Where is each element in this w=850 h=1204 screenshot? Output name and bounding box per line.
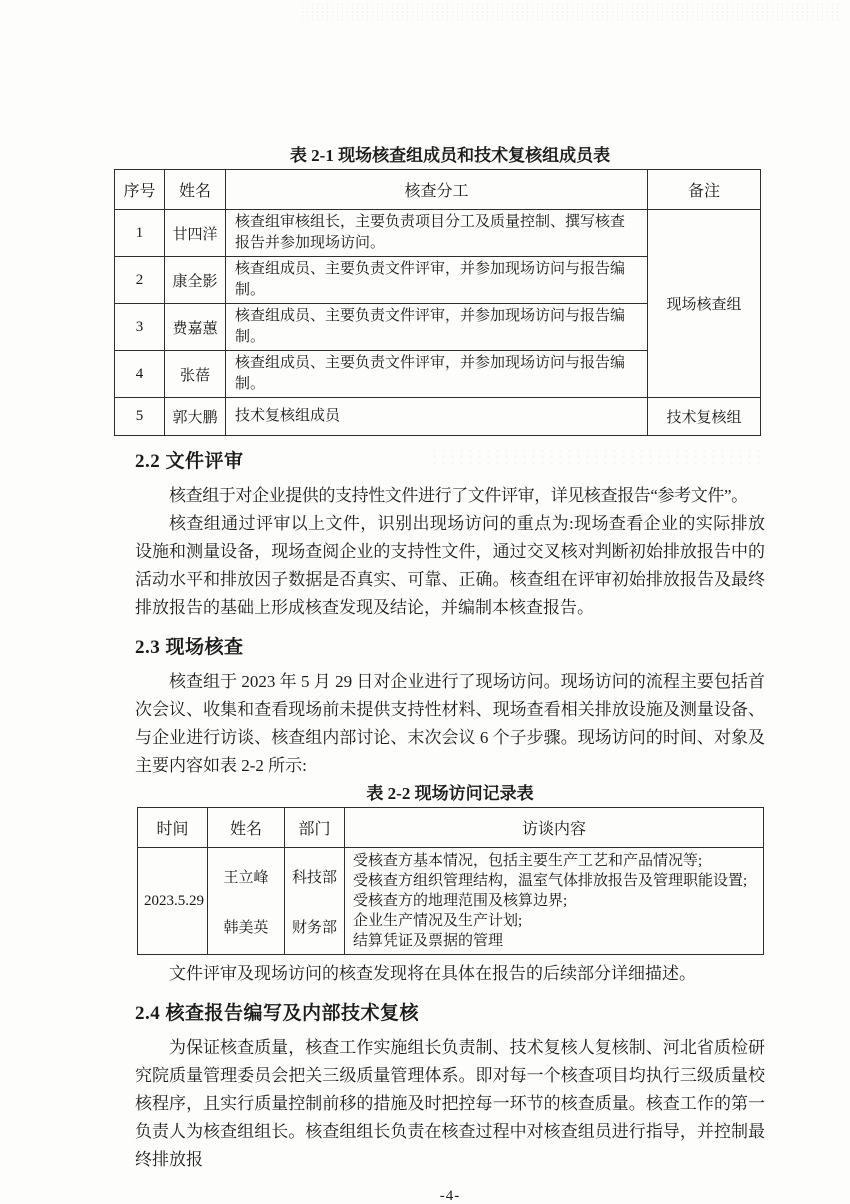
page-content	[123, 146, 765, 1204]
interviewee-dept-1: 科技部	[291, 869, 337, 886]
col-header-name: 姓名	[208, 808, 285, 848]
interview-topic: 受核查方的地理范围及核算边界;	[353, 893, 568, 909]
interviewee-dept-2: 财务部	[291, 919, 337, 936]
table-2-2	[137, 807, 764, 955]
interview-topic: 结算凭证及票据的管理	[353, 933, 504, 949]
table-2-2-title: 表 2-2 现场访问记录表	[366, 784, 534, 803]
col-header-time: 时间	[138, 808, 208, 848]
cell-duty: 技术复核组成员	[226, 398, 648, 436]
cell-visit-time: 2023.5.29	[138, 848, 208, 955]
table-2-1	[114, 169, 761, 436]
cell-visit-names	[208, 848, 285, 955]
cell-no: 1	[115, 210, 165, 257]
cell-duty: 核查组审核组长，主要负责项目分工及质量控制、撰写核查报告并参加现场访问。	[226, 210, 648, 257]
cell-name: 郭大鹏	[165, 398, 226, 436]
interviewee-name-2: 韩美英	[223, 919, 269, 936]
table-row	[115, 210, 761, 257]
cell-visit-departments	[285, 848, 345, 955]
after-table-2-2-note: 文件评审及现场访问的核查发现将在具体在报告的后续部分详细描述。	[169, 964, 696, 983]
table-row	[138, 848, 764, 955]
section-2-4-heading: 2.4 核查报告编写及内部技术复核	[135, 1003, 420, 1024]
cell-name: 张蓓	[165, 351, 226, 398]
table-2-1-title: 表 2-1 现场核查组成员和技术复核组成员表	[289, 146, 611, 165]
cell-name: 甘四洋	[165, 210, 226, 257]
section-2-3-paragraph-1: 核查组于 2023 年 5 月 29 日对企业进行了现场访问。现场访问的流程主要包括首次会议、收集和查看现场前未提供支持性材料、现场查看相关排放设施及测量设备、与企业进行访谈、核查组内部讨论、末次会议 6 个子步骤。现场访问的时间、对象及主要内容如表 2-2 所示:	[135, 672, 765, 775]
interview-topic: 受核查方组织管理结构，温室气体排放报告及管理职能设置;	[353, 873, 748, 889]
section-2-2-paragraph-2: 核查组通过评审以上文件，识别出现场访问的重点为:现场查看企业的实际排放设施和测量设备，现场查阅企业的支持性文件，通过交叉核对判断初始排放报告中的活动水平和排放因子数据是否真实、可靠、正确。核查组在评审初始排放报告及最终排放报告的基础上形成核查发现及结论，并编制本核查报告。	[135, 514, 765, 617]
scan-noise-artifact	[300, 2, 840, 22]
interview-topic: 受核查方基本情况，包括主要生产工艺和产品情况等;	[353, 853, 703, 869]
col-header-no: 序号	[115, 170, 165, 210]
cell-no: 5	[115, 398, 165, 436]
table-2-1-header-row	[115, 170, 761, 210]
col-header-duty: 核查分工	[226, 170, 648, 210]
cell-remark-review-team: 技术复核组	[648, 398, 761, 436]
cell-duty: 核查组成员、主要负责文件评审，并参加现场访问与报告编制。	[226, 351, 648, 398]
cell-no: 4	[115, 351, 165, 398]
table-row	[115, 398, 761, 436]
cell-interview-content	[345, 848, 764, 955]
section-2-2-heading: 2.2 文件评审	[135, 451, 244, 472]
cell-duty: 核查组成员、主要负责文件评审，并参加现场访问与报告编制。	[226, 257, 648, 304]
col-header-remark: 备注	[648, 170, 761, 210]
col-header-content: 访谈内容	[345, 808, 764, 848]
cell-no: 2	[115, 257, 165, 304]
col-header-name: 姓名	[165, 170, 226, 210]
cell-no: 3	[115, 304, 165, 351]
cell-remark-site-team: 现场核查组	[648, 210, 761, 398]
cell-name: 康全影	[165, 257, 226, 304]
cell-duty: 核查组成员、主要负责文件评审，并参加现场访问与报告编制。	[226, 304, 648, 351]
section-2-2-paragraph-1: 核查组于对企业提供的支持性文件进行了文件评审，详见核查报告“参考文件”。	[169, 486, 748, 505]
page-number: -4-	[439, 1188, 461, 1204]
col-header-dept: 部门	[285, 808, 345, 848]
section-2-4-paragraph-1: 为保证核查质量，核查工作实施组长负责制、技术复核人复核制、河北省质检研究院质量管理委员会把关三级质量管理体系。即对每一个核查项目均执行三级质量校核程序，且实行质量控制前移的措施及时把控每一环节的核查质量。核查工作的第一负责人为核查组组长。核查组组长负责在核查过程中对核查组员进行指导，并控制最终排放报	[135, 1038, 765, 1169]
cell-name: 费嘉蕙	[165, 304, 226, 351]
table-2-2-header-row	[138, 808, 764, 848]
interview-topic: 企业生产情况及生产计划;	[353, 913, 523, 929]
interviewee-name-1: 王立峰	[223, 869, 269, 886]
section-2-3-heading: 2.3 现场核查	[135, 637, 244, 658]
